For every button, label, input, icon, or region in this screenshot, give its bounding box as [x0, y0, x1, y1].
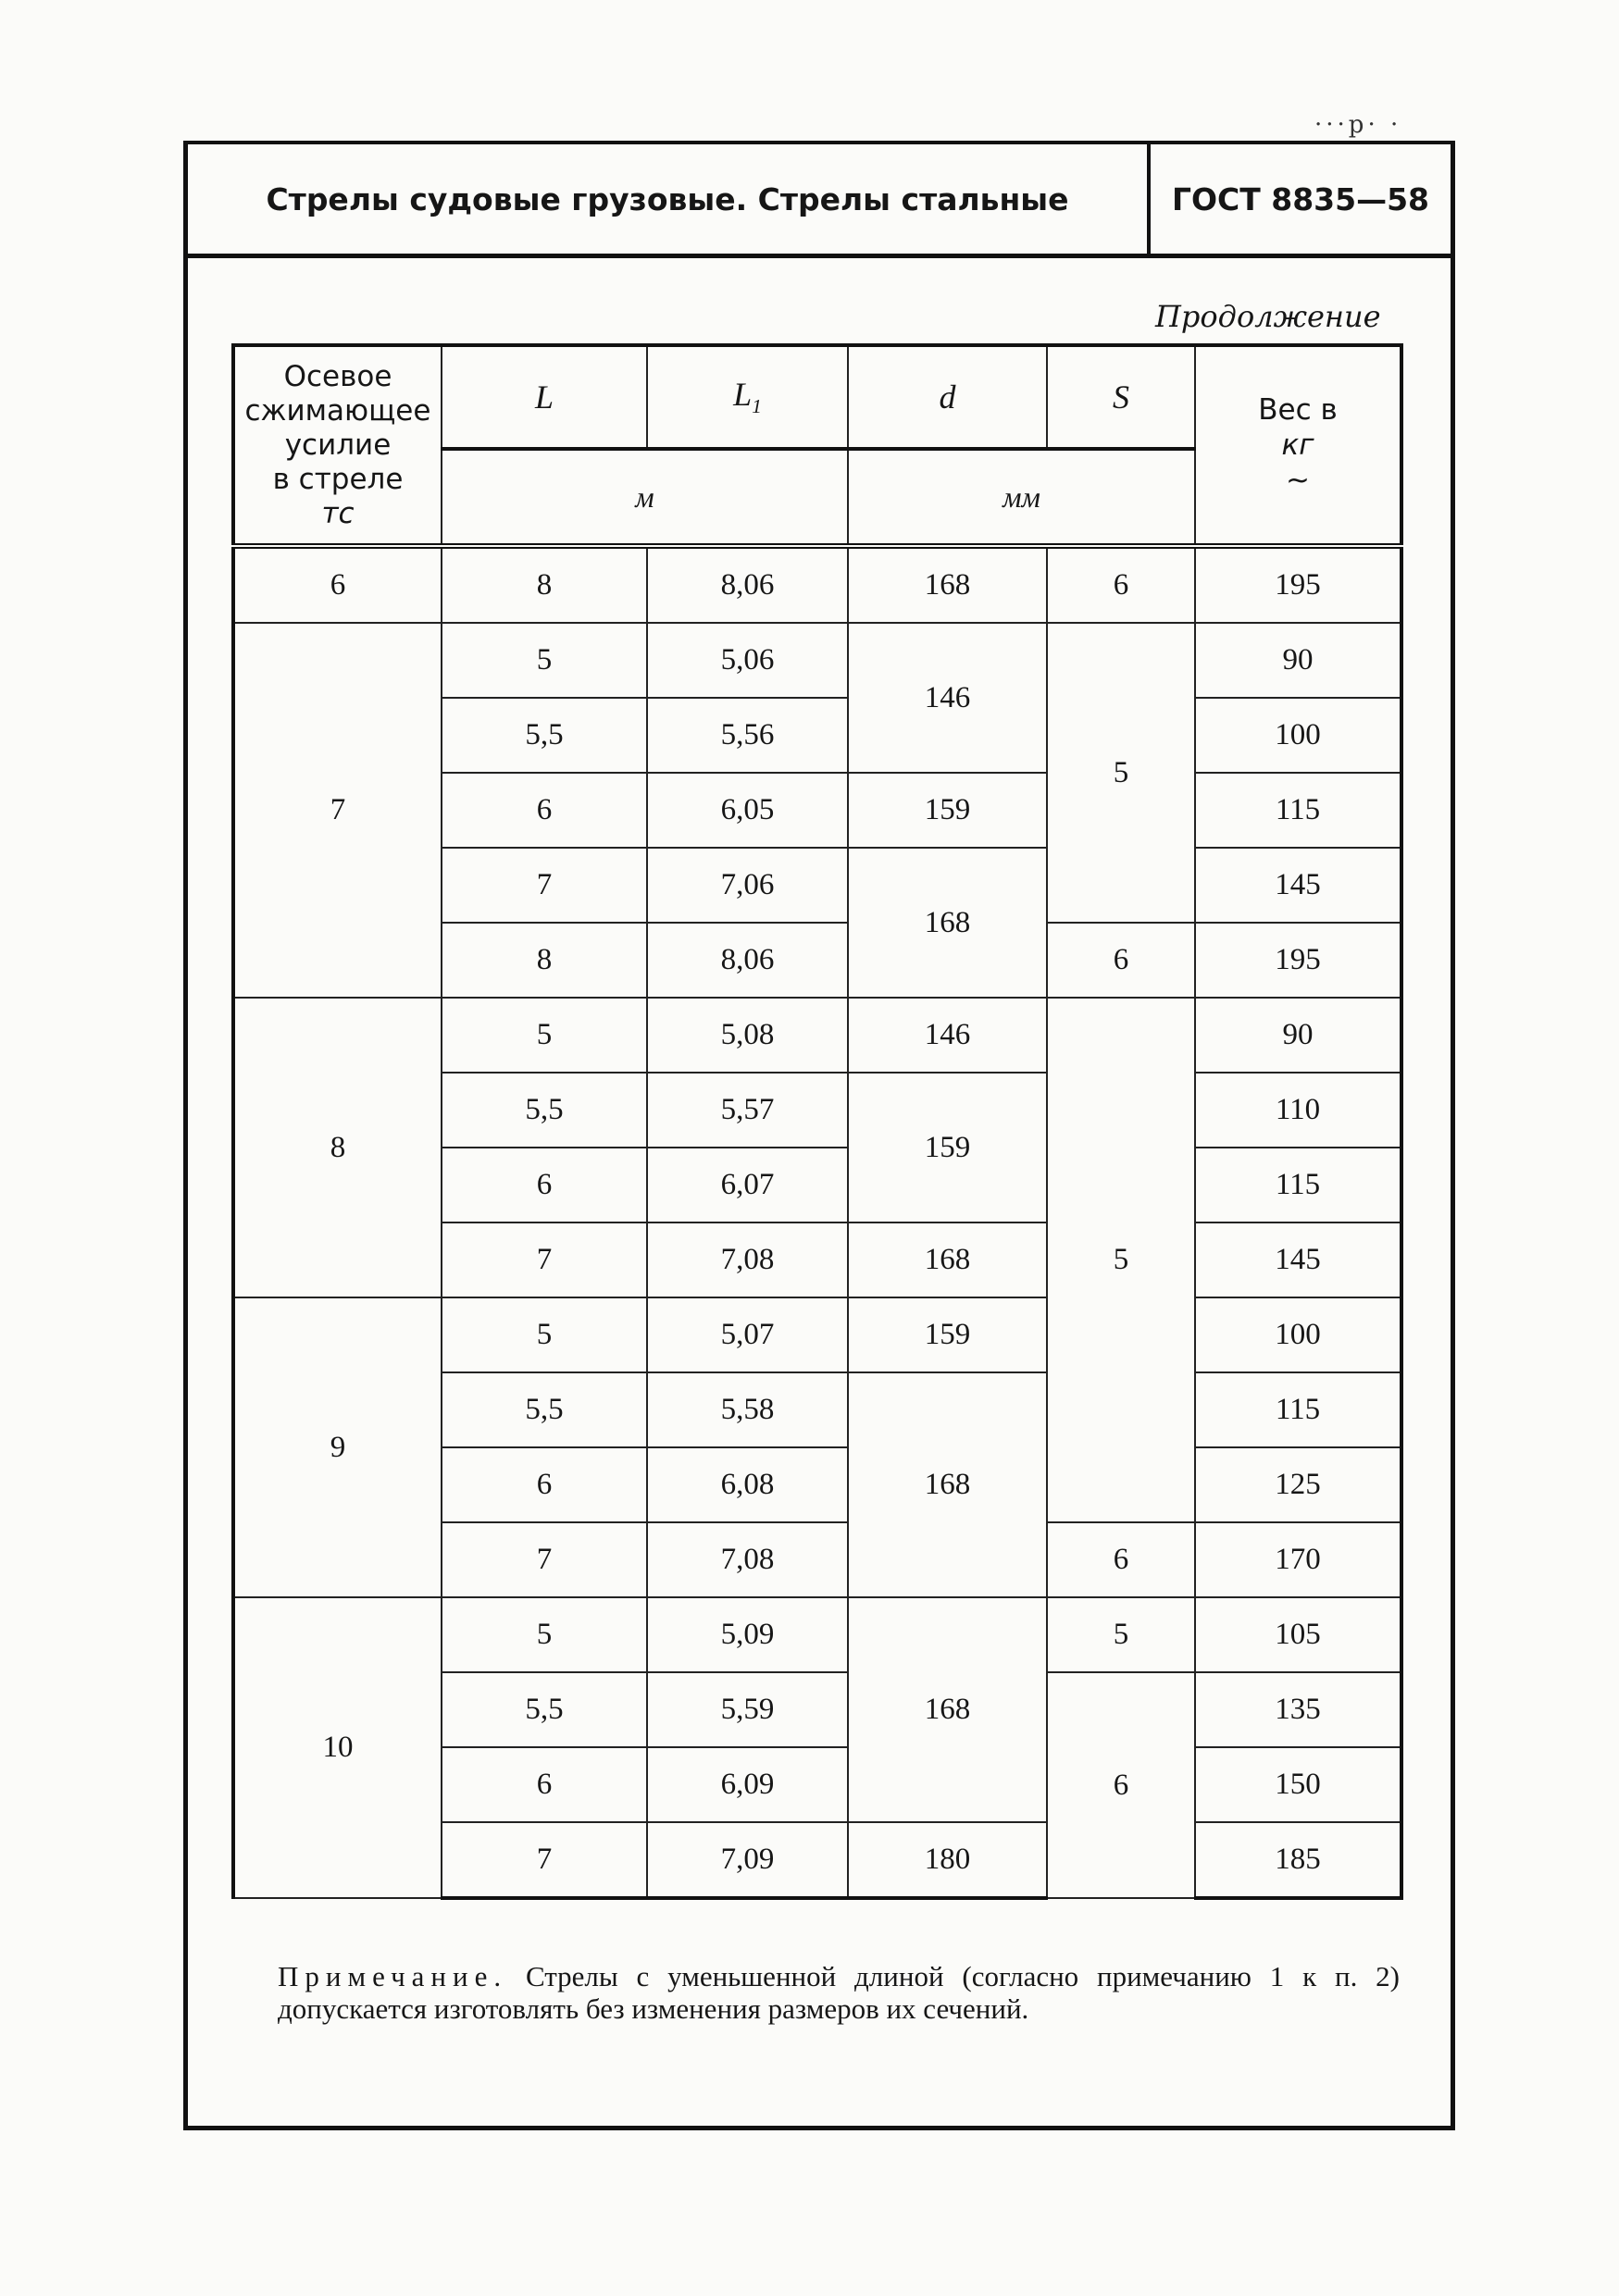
weight-cell: 90: [1195, 998, 1401, 1073]
d-cell: 180: [848, 1822, 1047, 1898]
d-cell: 146: [848, 623, 1047, 773]
L1-subscript: 1: [752, 395, 762, 418]
S-cell: 5: [1047, 1597, 1195, 1672]
d-cell: 168: [848, 1222, 1047, 1297]
weight-cell: 195: [1195, 923, 1401, 998]
column-header-axial-force: [233, 345, 442, 546]
L-cell: 6: [442, 1148, 647, 1222]
L1-cell: 5,07: [647, 1297, 848, 1372]
S-cell: 6: [1047, 1672, 1195, 1898]
weight-cell: 150: [1195, 1747, 1401, 1822]
L-cell: 5: [442, 998, 647, 1073]
column-header-L1: [647, 345, 848, 449]
column-header-weight: [1195, 345, 1401, 546]
weight-header-line-1: Вес в: [1258, 393, 1338, 427]
table-row: [233, 546, 1401, 623]
weight-cell: 115: [1195, 773, 1401, 848]
d-cell: 168: [848, 1597, 1047, 1822]
L1-cell: 5,09: [647, 1597, 848, 1672]
force-cell: 8: [233, 998, 442, 1297]
L1-cell: 5,59: [647, 1672, 848, 1747]
header-row: [233, 345, 1401, 449]
L1-cell: 7,09: [647, 1822, 848, 1898]
L1-cell: 5,58: [647, 1372, 848, 1447]
L1-cell: 7,06: [647, 848, 848, 923]
standard-title: Стрелы судовые грузовые. Стрелы стальные: [266, 180, 1069, 217]
continuation-label: Продолжение: [1155, 299, 1381, 334]
L1-cell: 6,08: [647, 1447, 848, 1522]
column-header-d: d: [848, 345, 1047, 449]
d-cell: 159: [848, 1073, 1047, 1222]
L-cell: 7: [442, 1522, 647, 1597]
weight-cell: 195: [1195, 546, 1401, 623]
column-header-S: S: [1047, 345, 1195, 449]
d-cell: 168: [848, 546, 1047, 623]
weight-approx-sign: ~: [1286, 464, 1310, 497]
note-lead: Примечание.: [278, 1960, 508, 1992]
L1-cell: 6,05: [647, 773, 848, 848]
L-cell: 8: [442, 546, 647, 623]
weight-cell: 145: [1195, 1222, 1401, 1297]
force-unit: тс: [321, 496, 355, 530]
L1-cell: 5,56: [647, 698, 848, 773]
L1-cell: 5,57: [647, 1073, 848, 1148]
L-cell: 7: [442, 1822, 647, 1898]
L1-symbol: L: [733, 376, 753, 414]
L-cell: 6: [442, 1747, 647, 1822]
L-cell: 5,5: [442, 1372, 647, 1447]
L1-cell: 5,08: [647, 998, 848, 1073]
d-cell: 168: [848, 848, 1047, 998]
L-cell: 6: [442, 1447, 647, 1522]
L-cell: 5: [442, 1597, 647, 1672]
standard-header: [188, 144, 1451, 258]
L-cell: 5,5: [442, 698, 647, 773]
table-row: [233, 1297, 1401, 1372]
L-cell: 8: [442, 923, 647, 998]
L-cell: 5,5: [442, 1672, 647, 1747]
weight-cell: 185: [1195, 1822, 1401, 1898]
weight-cell: 135: [1195, 1672, 1401, 1747]
page-number-mark: ···р· ·: [1314, 111, 1402, 139]
L-cell: 7: [442, 848, 647, 923]
L1-cell: 7,08: [647, 1222, 848, 1297]
standard-code: ГОСТ 8835—58: [1171, 180, 1430, 217]
force-cell: 6: [233, 546, 442, 623]
table-row: [233, 1597, 1401, 1672]
note-text: Стрелы с уменьшенной длиной (согласно примечанию 1 к п. 2) допускается изготовлять без изменения размеров их сечений.: [278, 1960, 1400, 2025]
table-row: [233, 623, 1401, 698]
d-cell: 159: [848, 773, 1047, 848]
L1-cell: 6,09: [647, 1747, 848, 1822]
weight-cell: 115: [1195, 1148, 1401, 1222]
L1-cell: 7,08: [647, 1522, 848, 1597]
S-cell: 5: [1047, 998, 1195, 1522]
L-cell: 5: [442, 1297, 647, 1372]
weight-cell: 90: [1195, 623, 1401, 698]
L-cell: 5: [442, 623, 647, 698]
table-row: [233, 998, 1401, 1073]
S-cell: 6: [1047, 546, 1195, 623]
weight-cell: 125: [1195, 1447, 1401, 1522]
weight-cell: 110: [1195, 1073, 1401, 1148]
weight-unit: кг: [1281, 428, 1314, 462]
S-cell: 5: [1047, 623, 1195, 923]
L1-cell: 5,06: [647, 623, 848, 698]
L1-cell: 6,07: [647, 1148, 848, 1222]
weight-cell: 115: [1195, 1372, 1401, 1447]
force-cell: 7: [233, 623, 442, 998]
column-header-L: L: [442, 345, 647, 449]
table-note: [278, 1960, 1400, 2025]
L-cell: 7: [442, 1222, 647, 1297]
unit-millimeters: мм: [848, 449, 1195, 546]
weight-cell: 145: [1195, 848, 1401, 923]
weight-cell: 105: [1195, 1597, 1401, 1672]
weight-cell: 170: [1195, 1522, 1401, 1597]
L-cell: 5,5: [442, 1073, 647, 1148]
d-cell: 159: [848, 1297, 1047, 1372]
d-cell: 168: [848, 1372, 1047, 1597]
L1-cell: 8,06: [647, 546, 848, 623]
boom-dimensions-table: [231, 343, 1403, 1900]
force-header-line-3: усилие: [284, 428, 392, 462]
L1-cell: 8,06: [647, 923, 848, 998]
force-header-line-2: сжимающее: [244, 393, 431, 428]
force-header-line-4: в стреле: [272, 462, 404, 496]
force-cell: 10: [233, 1597, 442, 1898]
force-header-line-1: Осевое: [283, 359, 392, 393]
L-cell: 6: [442, 773, 647, 848]
weight-cell: 100: [1195, 698, 1401, 773]
S-cell: 6: [1047, 1522, 1195, 1597]
weight-cell: 100: [1195, 1297, 1401, 1372]
unit-meters: м: [442, 449, 848, 546]
force-cell: 9: [233, 1297, 442, 1597]
S-cell: 6: [1047, 923, 1195, 998]
d-cell: 146: [848, 998, 1047, 1073]
